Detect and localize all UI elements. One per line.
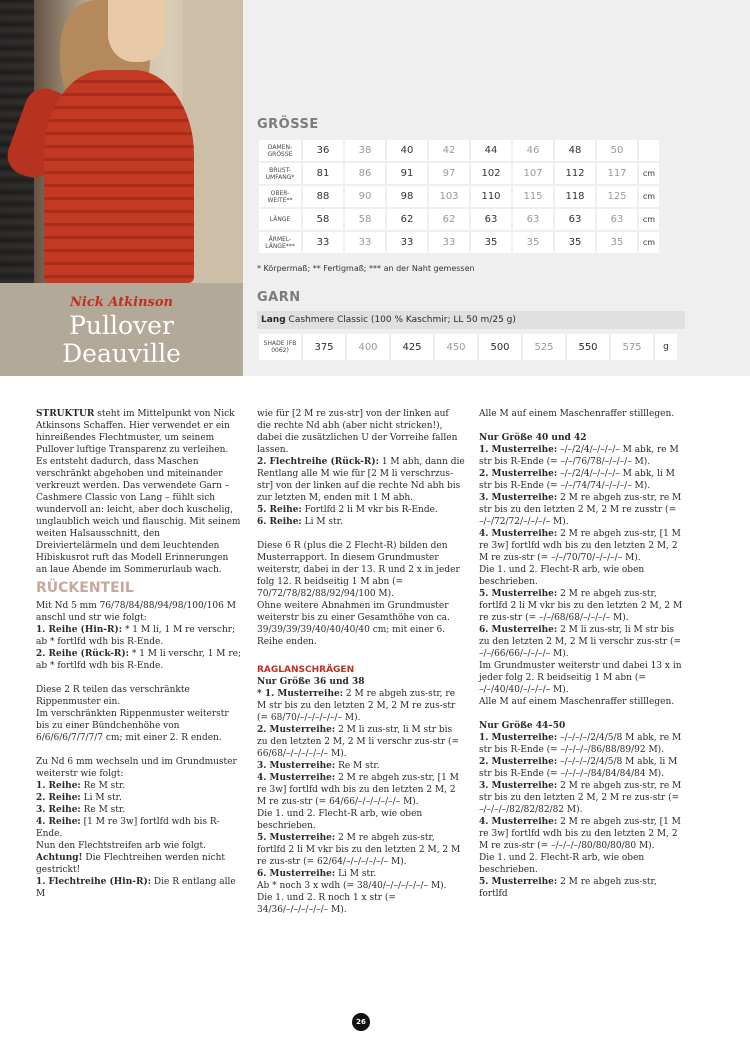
yarn-amount-cell: 425 bbox=[391, 334, 433, 360]
attention-note bbox=[36, 852, 242, 876]
size-cell: 110 bbox=[471, 186, 511, 207]
row-label: * 1. Musterreihe: bbox=[257, 689, 344, 699]
instruction-text: Alle M auf einem Maschenraffer stilllegen. bbox=[479, 697, 675, 707]
instruction-row bbox=[257, 688, 465, 724]
size-cell: 35 bbox=[513, 232, 553, 253]
page-number: 26 bbox=[352, 1013, 370, 1031]
size-cell: 97 bbox=[429, 163, 469, 184]
yarn-amount-table bbox=[257, 332, 679, 362]
row-text: 2 M re abgeh zus-str, fortlfd bbox=[479, 877, 657, 899]
row-text: Die R entlang alle M bbox=[36, 877, 236, 899]
size-unit: cm bbox=[639, 209, 659, 230]
size-cell: 42 bbox=[429, 140, 469, 161]
subheading-text: Nur Größe 36 und 38 bbox=[257, 677, 365, 687]
size-cell: 86 bbox=[345, 163, 385, 184]
size-cell: 33 bbox=[429, 232, 469, 253]
row-text: * 1 M li, 1 M re verschr; ab * fortlfd wdh bis R-Ende. bbox=[36, 625, 236, 647]
instruction-row bbox=[36, 792, 242, 804]
row-label: 3. Musterreihe: bbox=[479, 781, 558, 791]
row-text: 2 M re abgeh zus-str, [1 M re 3w] fortlfd wdh bis zu den letzten 2 M, 2 M re zus-str (= 64/66/–/–/–/–/–/– M). bbox=[257, 773, 459, 807]
row-text: [1 M re 3w] fortlfd wdh bis R-Ende. bbox=[36, 817, 220, 839]
instruction-text: Die 1. und 2. R noch 1 x str (= 34/36/–/–/–/–/–/– M). bbox=[257, 893, 396, 915]
size-cell: 63 bbox=[555, 209, 595, 230]
row-text: –/–/2/4/–/–/–/– M abk, re M str bis R-Ende (= –/–/76/78/–/–/–/– M). bbox=[479, 445, 679, 467]
yarn-amount-cell: 450 bbox=[435, 334, 477, 360]
row-label: 6. Reihe: bbox=[257, 517, 302, 527]
instruction-row bbox=[36, 624, 242, 648]
instruction-row bbox=[257, 868, 465, 880]
subheading-text: Nur Größe 40 und 42 bbox=[479, 433, 587, 443]
row-label: 4. Musterreihe: bbox=[257, 773, 336, 783]
row-label: 1. Flechtreihe (Hin-R): bbox=[36, 877, 152, 887]
size-cell: 118 bbox=[555, 186, 595, 207]
instruction-text: Im verschränkten Rippenmuster weiterstr bis zu einer Bündchenhöhe von 6/6/6/6/7/7/7/7 cm; mit einer 2. R enden. bbox=[36, 709, 229, 743]
row-text: 2 M re abgeh zus-str, re M str bis zu den letzten 2 M, 2 M re zus-str (= 68/70/–/–/–/–/–/– M). bbox=[257, 689, 456, 723]
size-cell: 98 bbox=[387, 186, 427, 207]
instruction-text: Diese 6 R (plus die 2 Flecht-R) bilden den Musterrapport. In diesem Grundmuster weiterstr, dabei in der 13. R und 2 x in jeder folg 12. R beidseitig 1 M abn (= 70/72/78/82/88/92/94/100 M). bbox=[257, 541, 460, 599]
size-row-label: BRUST-UMFANG* bbox=[259, 163, 301, 184]
size-row-label: LÄNGE bbox=[259, 209, 301, 230]
yarn-amount-cell: 375 bbox=[303, 334, 345, 360]
row-text: Re M str. bbox=[80, 781, 126, 791]
yarn-unit: g bbox=[655, 334, 677, 360]
size-cell: 33 bbox=[387, 232, 427, 253]
size-cell: 58 bbox=[303, 209, 343, 230]
instruction-row bbox=[257, 832, 465, 868]
size-row bbox=[259, 232, 659, 253]
row-label: 2. Flechtreihe (Rück-R): bbox=[257, 457, 379, 467]
size-cell: 50 bbox=[597, 140, 637, 161]
column-2 bbox=[257, 408, 465, 916]
size-cell: 102 bbox=[471, 163, 511, 184]
red-pullover bbox=[44, 70, 194, 283]
row-label: 4. Musterreihe: bbox=[479, 529, 558, 539]
size-unit bbox=[639, 140, 659, 161]
row-text: 2 M re abgeh zus-str, re M str bis zu den letzten 2 M, 2 M re zus-str (= –/–/–/–/82/82/82/82 M). bbox=[479, 781, 682, 815]
title-box bbox=[0, 283, 243, 376]
row-text: Re M str. bbox=[80, 805, 126, 815]
size-row bbox=[259, 140, 659, 161]
instruction-row bbox=[479, 492, 687, 528]
yarn-amount-cell: 525 bbox=[523, 334, 565, 360]
size-cell: 125 bbox=[597, 186, 637, 207]
row-text: Li M str. bbox=[301, 517, 343, 527]
row-text: 2 M re abgeh zus-str, fortlfd 2 li M vkr bis zu den letzten 2 M, 2 M re zus-str (= 62/64/–/–/–/–/–/– M). bbox=[257, 833, 461, 867]
instruction-text: Mit Nd 5 mm 76/78/84/88/94/98/100/106 M anschl und str wie folgt: bbox=[36, 601, 236, 623]
size-cell: 40 bbox=[387, 140, 427, 161]
intro-text: steht im Mittelpunkt von Nick Atkinsons Schaffen. Hier verwendet er ein hinreißendes Flechtmuster, um seinem Pullover luftige Transparenz zu verleihen. Es entsteht dadurch, dass Maschen verschränkt abgehoben und miteinander verkreuzt werden. Das verwendete Garn – Cashmere Classic von Lang – fühlt sich wundervoll an: leicht, aber doch kuschelig, unglaublich weich und flauschig. Mit seinem weiten Halsausschnitt, den Dreiviertelärmeln und dem leuchtenden Hibiskusrot ruft das Modell Erinnerungen an laue Abende im Sommerurlaub wach. bbox=[36, 409, 241, 575]
size-cell: 48 bbox=[555, 140, 595, 161]
size-cell: 117 bbox=[597, 163, 637, 184]
size-unit: cm bbox=[639, 163, 659, 184]
instruction-text: Ohne weitere Abnahmen im Grundmuster weiterstr bis zu einer Gesamthöhe von ca. 39/39/39/39/40/40/40/40 cm; mit einer 6. Reihe enden. bbox=[257, 601, 450, 647]
model-photo bbox=[0, 0, 243, 283]
instruction-text: Zu Nd 6 mm wechseln und im Grundmuster weiterstr wie folgt: bbox=[36, 757, 237, 779]
size-unit: cm bbox=[639, 232, 659, 253]
row-label: 5. Musterreihe: bbox=[257, 833, 336, 843]
row-label: 1. Musterreihe: bbox=[479, 445, 558, 455]
instruction-text: Im Grundmuster weiterstr und dabei 13 x in jeder folg 2. R beidseitig 1 M abn (= –/–/40/40/–/–/–/– M). bbox=[479, 661, 682, 695]
row-text: 2 M li zus-str, li M str bis zu den letzten 2 M, 2 M li verschr zus-str (= –/–/66/66/–/–/–/– M). bbox=[479, 625, 682, 659]
row-label: 1. Reihe: bbox=[36, 781, 81, 791]
section-heading-rueckenteil: RÜCKENTEIL bbox=[36, 580, 134, 596]
instruction-row bbox=[479, 876, 687, 900]
row-text: Re M str. bbox=[335, 761, 380, 771]
row-text: * 1 M li verschr, 1 M re; ab * fortlfd wdh bis R-Ende. bbox=[36, 649, 242, 671]
intro-paragraph bbox=[36, 408, 242, 576]
instruction-text: Die 1. und 2. Flecht-R arb, wie oben beschrieben. bbox=[479, 565, 645, 587]
row-text: Fortlfd 2 li M vkr bis R-Ende. bbox=[301, 505, 438, 515]
size-cell: 63 bbox=[597, 209, 637, 230]
yarn-description bbox=[257, 311, 685, 329]
section-heading-raglan: RAGLANSCHRÄGEN bbox=[257, 665, 355, 675]
model-face bbox=[108, 0, 166, 62]
instruction-row bbox=[479, 528, 687, 564]
instruction-text: Die 1. und 2. Flecht-R arb, wie oben beschrieben. bbox=[479, 853, 645, 875]
yarn-heading: GARN bbox=[257, 290, 301, 305]
designer-name: Nick Atkinson bbox=[70, 295, 173, 310]
size-cell: 35 bbox=[597, 232, 637, 253]
row-label: 4. Reihe: bbox=[36, 817, 81, 827]
size-cell: 38 bbox=[345, 140, 385, 161]
yarn-amount-cell: 500 bbox=[479, 334, 521, 360]
size-cell: 62 bbox=[429, 209, 469, 230]
column-3 bbox=[479, 408, 687, 900]
intro-bold: STRUKTUR bbox=[36, 409, 95, 419]
size-row-label: OBER-WEITE** bbox=[259, 186, 301, 207]
yarn-brand: Lang bbox=[261, 315, 286, 325]
instruction-text: Nun den Flechtstreifen arb wie folgt. bbox=[36, 841, 206, 851]
subheading bbox=[257, 676, 465, 688]
row-label: 2. Reihe (Rück-R): bbox=[36, 649, 129, 659]
size-cell: 63 bbox=[513, 209, 553, 230]
row-text: 2 M re abgeh zus-str, [1 M re 3w] fortlfd wdh bis zu den letzten 2 M, 2 M re zus-str (= –/–/70/70/–/–/–/– M). bbox=[479, 529, 681, 563]
size-cell: 88 bbox=[303, 186, 343, 207]
size-cell: 107 bbox=[513, 163, 553, 184]
size-cell: 46 bbox=[513, 140, 553, 161]
instruction-row bbox=[36, 648, 242, 672]
instruction-row bbox=[479, 444, 687, 468]
row-text: Li M str. bbox=[335, 869, 377, 879]
instruction-text: Die 1. und 2. Flecht-R arb, wie oben beschrieben. bbox=[257, 809, 423, 831]
instruction-text: Alle M auf einem Maschenraffer stilllegen. bbox=[479, 409, 675, 419]
instruction-row bbox=[36, 876, 242, 900]
row-text: 2 M re abgeh zus-str, re M str bis zu den letzten 2 M, 2 M re zusstr (= –/–/72/72/–/–/–/– M). bbox=[479, 493, 682, 527]
instruction-text: Ab * noch 3 x wdh (= 38/40/–/–/–/–/–/– M). bbox=[257, 881, 447, 891]
size-row bbox=[259, 209, 659, 230]
instruction-row bbox=[257, 516, 465, 528]
size-cell: 62 bbox=[387, 209, 427, 230]
row-label: 1. Musterreihe: bbox=[479, 733, 558, 743]
size-cell: 63 bbox=[471, 209, 511, 230]
row-label: 2. Musterreihe: bbox=[257, 725, 336, 735]
instruction-row bbox=[257, 724, 465, 760]
size-cell: 35 bbox=[471, 232, 511, 253]
size-row bbox=[259, 186, 659, 207]
row-label: 5. Reihe: bbox=[257, 505, 302, 515]
size-cell: 112 bbox=[555, 163, 595, 184]
shade-label: SHADE (FB 0062) bbox=[259, 334, 301, 360]
subheading-text: Nur Größe 44–50 bbox=[479, 721, 566, 731]
yarn-details: Cashmere Classic (100 % Kaschmir; LL 50 m/25 g) bbox=[288, 315, 516, 325]
instruction-text: wie für [2 M re zus-str] von der linken auf die rechte Nd abh (aber nicht stricken!), dabei die zusätzlichen U der Vorreihe fallen lassen. bbox=[257, 409, 458, 455]
size-cell: 33 bbox=[345, 232, 385, 253]
row-text: –/–/–/–/2/4/5/8 M abk, re M str bis R-Ende (= –/–/–/–/86/88/89/92 M). bbox=[479, 733, 682, 755]
instruction-row bbox=[36, 804, 242, 816]
size-cell: 90 bbox=[345, 186, 385, 207]
yarn-amount-cell: 575 bbox=[611, 334, 653, 360]
row-label: 3. Reihe: bbox=[36, 805, 81, 815]
instruction-row bbox=[257, 456, 465, 504]
row-label: 4. Musterreihe: bbox=[479, 817, 558, 827]
row-label: 2. Reihe: bbox=[36, 793, 81, 803]
size-cell: 103 bbox=[429, 186, 469, 207]
row-text: –/–/–/–/2/4/5/8 M abk, li M str bis R-Ende (= –/–/–/–/84/84/84/84 M). bbox=[479, 757, 678, 779]
instruction-row bbox=[479, 780, 687, 816]
instruction-row bbox=[257, 760, 465, 772]
row-text: 2 M re abgeh zus-str, [1 M re 3w] fortlfd wdh bis zu den letzten 2 M, 2 M re zus-str (= –/–/–/–/80/80/80/80 M). bbox=[479, 817, 681, 851]
subheading bbox=[479, 720, 687, 732]
row-label: 5. Musterreihe: bbox=[479, 877, 558, 887]
subheading bbox=[479, 432, 687, 444]
row-label: 1. Reihe (Hin-R): bbox=[36, 625, 123, 635]
row-text: 2 M li zus-str, li M str bis zu den letzten 2 M, 2 M li verschr zus-str (= 66/68/–/–/–/–/–/– M). bbox=[257, 725, 460, 759]
row-label: 5. Musterreihe: bbox=[479, 589, 558, 599]
size-cell: 58 bbox=[345, 209, 385, 230]
row-label: 6. Musterreihe: bbox=[257, 869, 336, 879]
row-label: 6. Musterreihe: bbox=[479, 625, 558, 635]
instruction-row bbox=[257, 504, 465, 516]
instruction-row bbox=[479, 624, 687, 660]
row-label: 3. Musterreihe: bbox=[479, 493, 558, 503]
instruction-row bbox=[479, 588, 687, 624]
yarn-amount-cell: 550 bbox=[567, 334, 609, 360]
row-text: 2 M re abgeh zus-str, fortlfd 2 li M vkr bis zu den letzten 2 M, 2 M re zus-str (= –/–/68/68/–/–/–/– M). bbox=[479, 589, 683, 623]
instruction-row bbox=[257, 772, 465, 808]
size-row-label: ÄRMEL-LÄNGE*** bbox=[259, 232, 301, 253]
size-unit: cm bbox=[639, 186, 659, 207]
size-table bbox=[257, 138, 661, 255]
size-cell: 33 bbox=[303, 232, 343, 253]
row-label: 2. Musterreihe: bbox=[479, 757, 558, 767]
page-title-line2: Deauville bbox=[62, 339, 181, 368]
size-row-label: DAMEN-GRÖSSE bbox=[259, 140, 301, 161]
row-text: 1 M abh, dann die Rentlang alle M wie für [2 M li verschrzus-str] von der linken auf die rechte Nd abh bis zur letzten M, enden mit 1 M abh. bbox=[257, 457, 465, 503]
size-footnote: * Körpermaß; ** Fertigmaß; *** an der Naht gemessen bbox=[257, 264, 475, 273]
row-label: 2. Musterreihe: bbox=[479, 469, 558, 479]
size-cell: 36 bbox=[303, 140, 343, 161]
instruction-row bbox=[479, 816, 687, 852]
row-label: 3. Musterreihe: bbox=[257, 761, 336, 771]
instruction-row bbox=[36, 780, 242, 792]
instruction-row bbox=[479, 732, 687, 756]
page-title-line1: Pullover bbox=[69, 311, 174, 340]
size-cell: 81 bbox=[303, 163, 343, 184]
yarn-amount-cell: 400 bbox=[347, 334, 389, 360]
size-cell: 35 bbox=[555, 232, 595, 253]
size-row bbox=[259, 163, 659, 184]
size-cell: 91 bbox=[387, 163, 427, 184]
row-text: –/–/2/4/–/–/–/– M abk, li M str bis R-Ende (= –/–/74/74/–/–/–/– M). bbox=[479, 469, 675, 491]
instruction-row bbox=[479, 468, 687, 492]
size-cell: 44 bbox=[471, 140, 511, 161]
column-1 bbox=[36, 408, 242, 900]
instruction-row bbox=[36, 816, 242, 840]
size-heading: GRÖSSE bbox=[257, 117, 319, 132]
instruction-text: Diese 2 R teilen das verschränkte Rippenmuster ein. bbox=[36, 685, 190, 707]
row-label: Achtung! bbox=[36, 853, 83, 863]
row-text: Li M str. bbox=[80, 793, 122, 803]
size-cell: 115 bbox=[513, 186, 553, 207]
instruction-row bbox=[479, 756, 687, 780]
row-text: Die Flechtreihen werden nicht gestrickt! bbox=[36, 853, 226, 875]
